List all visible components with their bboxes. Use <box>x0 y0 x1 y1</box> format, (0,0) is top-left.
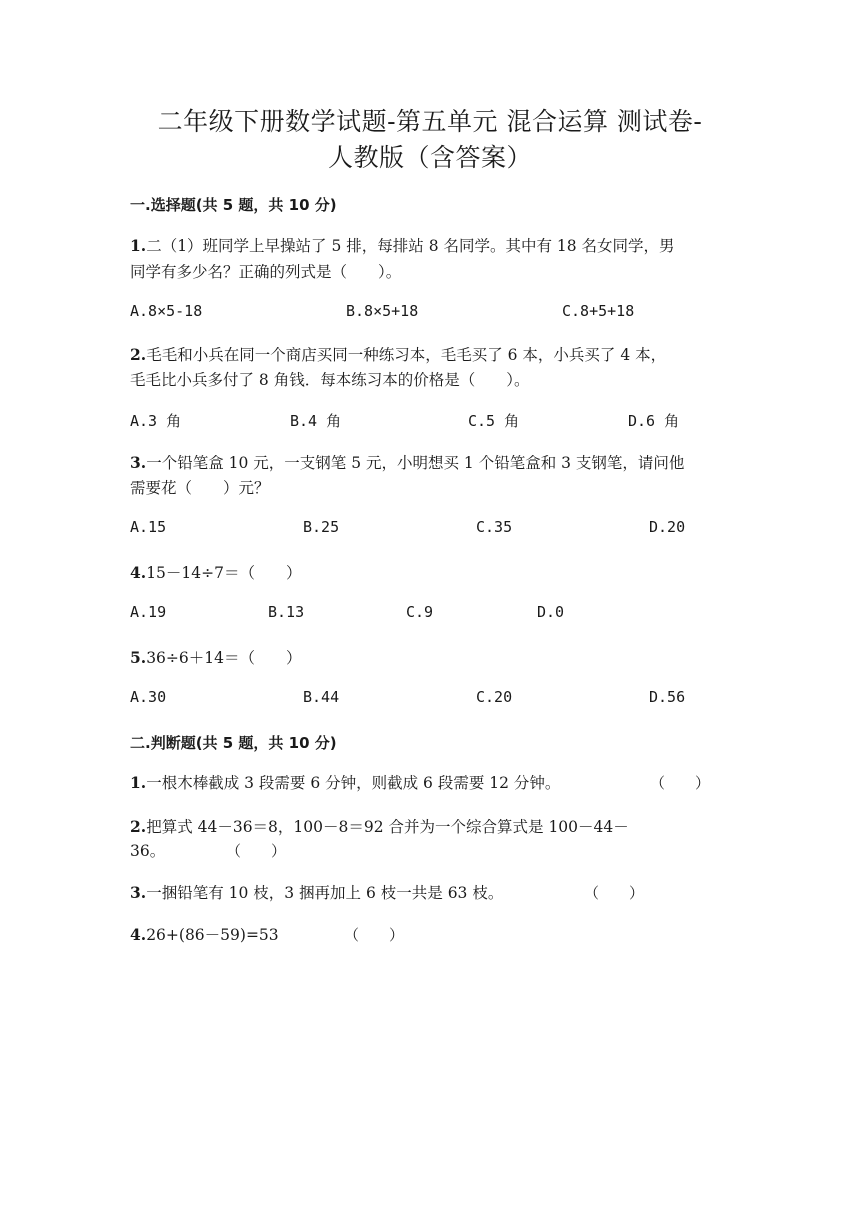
question-5 <box>130 645 301 671</box>
title-line-2: 人教版（含答案） <box>327 143 532 172</box>
option-a: A.8×5-18 <box>130 302 203 320</box>
question-text-line: 36÷6＋14＝（ ） <box>146 649 302 667</box>
option-c: C.35 <box>476 518 513 536</box>
option-d: D.0 <box>537 603 565 621</box>
question-number: 4. <box>130 925 147 944</box>
judgement-4 <box>130 922 279 948</box>
answer-parentheses: （ ） <box>650 774 711 792</box>
question-number: 5. <box>130 648 147 667</box>
judgement-1 <box>130 770 560 796</box>
option-b: B.4 角 <box>290 412 342 430</box>
option-b: B.25 <box>303 518 340 536</box>
question-1 <box>130 233 675 259</box>
question-number: 3. <box>130 453 147 472</box>
option-d: D.56 <box>649 688 686 706</box>
question-text-line: 一根木棒截成 3 段需要 6 分钟，则截成 6 段需要 12 分钟。 <box>146 774 561 792</box>
option-d: D.6 角 <box>628 412 680 430</box>
question-number: 1. <box>130 236 147 255</box>
question-number: 4. <box>130 563 147 582</box>
option-c: C.20 <box>476 688 513 706</box>
section-heading-judgement: 二.判断题(共 5 题，共 10 分) <box>130 734 337 752</box>
title-line-1: 二年级下册数学试题-第五单元 混合运算 测试卷- <box>157 107 703 136</box>
question-number: 2. <box>130 817 147 836</box>
question-text-line: 一捆铅笔有 10 枝，3 捆再加上 6 枝一共是 63 枝。 <box>146 884 504 902</box>
question-3 <box>130 450 684 476</box>
question-2 <box>130 342 666 368</box>
question-number: 1. <box>130 773 147 792</box>
question-text-line: 一个铅笔盒 10 元，一支钢笔 5 元，小明想买 1 个铅笔盒和 3 支钢笔，请问他 <box>146 454 685 472</box>
option-a: A.30 <box>130 688 167 706</box>
option-a: A.19 <box>130 603 167 621</box>
answer-parentheses: （ ） <box>584 884 645 902</box>
question-text-line: 15－14÷7＝（ ） <box>146 564 302 582</box>
option-b: B.8×5+18 <box>346 302 419 320</box>
option-b: B.44 <box>303 688 340 706</box>
answer-parentheses: （ ） <box>344 926 405 944</box>
judgement-2-line-2: 36。 <box>130 842 166 860</box>
question-3-line-2: 需要花（ ）元？ <box>130 479 270 497</box>
question-text-line: 二（1）班同学上早操站了 5 排，每排站 8 名同学。其中有 18 名女同学，男 <box>146 237 675 255</box>
option-c: C.5 角 <box>468 412 520 430</box>
option-c: C.9 <box>406 603 434 621</box>
option-c: C.8+5+18 <box>562 302 635 320</box>
question-text-line: 把算式 44－36＝8，100－8＝92 合并为一个综合算式是 100－44－ <box>146 818 629 836</box>
question-2-line-2: 毛毛比小兵多付了 8 角钱．每本练习本的价格是（ ）。 <box>130 371 530 389</box>
question-number: 3. <box>130 883 147 902</box>
question-4 <box>130 560 301 586</box>
option-b: B.13 <box>268 603 305 621</box>
judgement-3 <box>130 880 503 906</box>
option-a: A.3 角 <box>130 412 182 430</box>
question-text-line: 26+(86－59)=53 <box>146 926 279 944</box>
option-a: A.15 <box>130 518 167 536</box>
question-number: 2. <box>130 345 147 364</box>
exam-title <box>0 104 860 176</box>
question-1-line-2: 同学有多少名？正确的列式是（ ）。 <box>130 263 402 281</box>
section-heading-choice: 一.选择题(共 5 题，共 10 分) <box>130 196 337 214</box>
question-text-line: 毛毛和小兵在同一个商店买同一种练习本，毛毛买了 6 本，小兵买了 4 本， <box>146 346 667 364</box>
answer-parentheses: （ ） <box>226 842 287 860</box>
option-d: D.20 <box>649 518 686 536</box>
judgement-2 <box>130 814 629 840</box>
